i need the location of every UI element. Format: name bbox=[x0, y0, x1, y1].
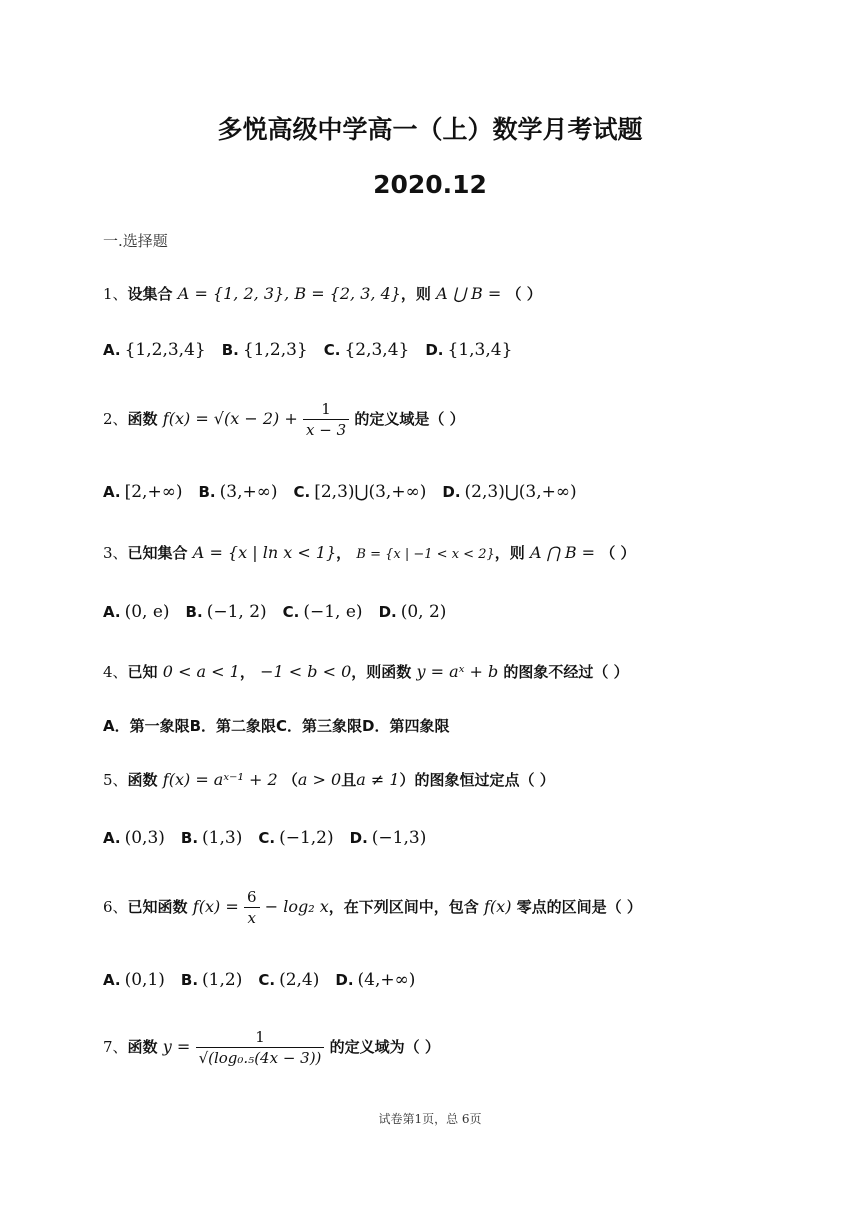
math-expression: A = {1, 2, 3}, B = {2, 3, 4} bbox=[177, 284, 401, 303]
options-3 bbox=[103, 600, 462, 624]
question-number: 4、 bbox=[103, 663, 128, 681]
question-2: 2、函数 f(x) = √(x − 2) + $\frac{1}{x - 3}$ 的定义域是（ ） bbox=[103, 400, 465, 439]
option-value: (2,3)⋃(3,+∞) bbox=[464, 482, 577, 502]
option-label: C. bbox=[323, 341, 341, 359]
question-number: 6、 bbox=[103, 898, 128, 916]
math-expression: a ≠ 1 bbox=[356, 770, 400, 789]
option-value: (−1,2) bbox=[279, 828, 334, 848]
math-expression: −1 < b < 0 bbox=[260, 662, 352, 681]
math-expression: A ⋃ B = bbox=[436, 284, 502, 303]
option-label: D. bbox=[378, 603, 397, 621]
option-value: {1,2,3} bbox=[242, 340, 308, 360]
option-label: C. bbox=[282, 603, 300, 621]
math-expression: y = aˣ + b bbox=[416, 662, 499, 681]
options-1 bbox=[103, 338, 528, 362]
question-3: 3、已知集合 A = {x | ln x < 1}， B = {x | −1 < x < 2}，则 A ⋂ B = （ ） bbox=[103, 543, 636, 562]
option-label: B. bbox=[185, 603, 203, 621]
option-label: D. bbox=[425, 341, 444, 359]
math-expression: − log₂ x bbox=[264, 897, 329, 916]
math-expression: B = {x | −1 < x < 2} bbox=[356, 547, 495, 562]
question-6: 6、已知函数 f(x) = $\frac{6}{x}$ − log₂ x，在下列区间中，包含 f(x) 零点的区间是（ ） bbox=[103, 888, 642, 927]
option-value: {2,3,4} bbox=[344, 340, 410, 360]
option-label: D. bbox=[442, 483, 461, 501]
option-label: B. bbox=[221, 341, 239, 359]
option-value: [2,+∞) bbox=[124, 482, 183, 502]
math-expression: f(x) = bbox=[192, 897, 239, 916]
fraction: $\frac{1}{x - 3}$ bbox=[303, 400, 349, 439]
option-value: (0, 2) bbox=[400, 602, 447, 622]
math-expression: f(x) bbox=[484, 897, 512, 916]
fraction: $\frac{6}{x}$ bbox=[244, 888, 260, 927]
math-expression: A = {x | ln x < 1} bbox=[192, 543, 337, 562]
option-value: (1,2) bbox=[202, 970, 243, 990]
option-value: (0,1) bbox=[124, 970, 165, 990]
option-label: B. bbox=[180, 971, 199, 989]
fraction: $\frac{1}{\text{√(log₀.₅(4x − 3))}}$ bbox=[196, 1028, 325, 1067]
math-expression: A ⋂ B = bbox=[529, 543, 596, 562]
option-value: (0, e) bbox=[124, 602, 170, 622]
option-value: {1,3,4} bbox=[447, 340, 513, 360]
option-label: B. bbox=[198, 483, 216, 501]
option-value: [2,3)⋃(3,+∞) bbox=[314, 482, 427, 502]
option-label: A. bbox=[103, 341, 121, 359]
question-4: 4、已知 0 < a < 1， −1 < b < 0，则函数 y = aˣ + b 的图象不经过（ ） bbox=[103, 662, 629, 681]
math-expression: f(x) = √(x − 2) + bbox=[162, 409, 298, 428]
option-label: A. bbox=[103, 483, 121, 501]
option-value: (2,4) bbox=[279, 970, 320, 990]
question-number: 5、 bbox=[103, 771, 128, 789]
section-heading: 一.选择题 bbox=[103, 232, 168, 250]
option-label: A. bbox=[103, 971, 121, 989]
option-label: C. bbox=[258, 971, 276, 989]
option-label: D. bbox=[335, 971, 354, 989]
options-6 bbox=[103, 968, 431, 992]
question-number: 1、 bbox=[103, 285, 128, 303]
math-expression: y = bbox=[162, 1037, 191, 1056]
math-expression: 0 < a < 1 bbox=[162, 662, 240, 681]
question-number: 2、 bbox=[103, 410, 128, 428]
exam-date: 2020.12 bbox=[373, 170, 487, 199]
question-5: 5、函数 f(x) = aˣ⁻¹ + 2 （a > 0且a ≠ 1）的图象恒过定点（ ） bbox=[103, 770, 555, 789]
option-label: B. bbox=[180, 829, 199, 847]
question-1: 1、设集合 A = {1, 2, 3}, B = {2, 3, 4}，则 A ⋃ B = （ ） bbox=[103, 284, 542, 303]
page-footer: 试卷第1页，总 6页 bbox=[378, 1112, 482, 1126]
question-7: 7、函数 y = $\frac{1}{\text{√(log₀.₅(4x − 3))}}$ 的定义域为（ ） bbox=[103, 1028, 440, 1067]
exam-title: 多悦高级中学高一（上）数学月考试题 bbox=[217, 115, 643, 144]
option-label: A. bbox=[103, 603, 121, 621]
math-expression: a > 0 bbox=[297, 770, 342, 789]
option-label: A. bbox=[103, 829, 121, 847]
option-value: (3,+∞) bbox=[219, 482, 278, 502]
option-value: (−1,3) bbox=[371, 828, 427, 848]
option-label: C. bbox=[293, 483, 311, 501]
option-value: (−1, 2) bbox=[206, 602, 267, 622]
option-value: (−1, e) bbox=[303, 602, 363, 622]
options-2 bbox=[103, 480, 593, 504]
option-value: (1,3) bbox=[202, 828, 243, 848]
question-number: 7、 bbox=[103, 1038, 128, 1056]
option-value: {1,2,3,4} bbox=[124, 340, 206, 360]
option-label: D. bbox=[349, 829, 368, 847]
option-label: C. bbox=[258, 829, 276, 847]
option-value: (0,3) bbox=[124, 828, 165, 848]
options-4: A．第一象限B．第二象限C．第三象限D．第四象限 bbox=[103, 717, 450, 735]
options-5 bbox=[103, 826, 442, 850]
question-number: 3、 bbox=[103, 544, 128, 562]
option-value: (4,+∞) bbox=[357, 970, 416, 990]
math-expression: f(x) = aˣ⁻¹ + 2 bbox=[162, 770, 278, 789]
